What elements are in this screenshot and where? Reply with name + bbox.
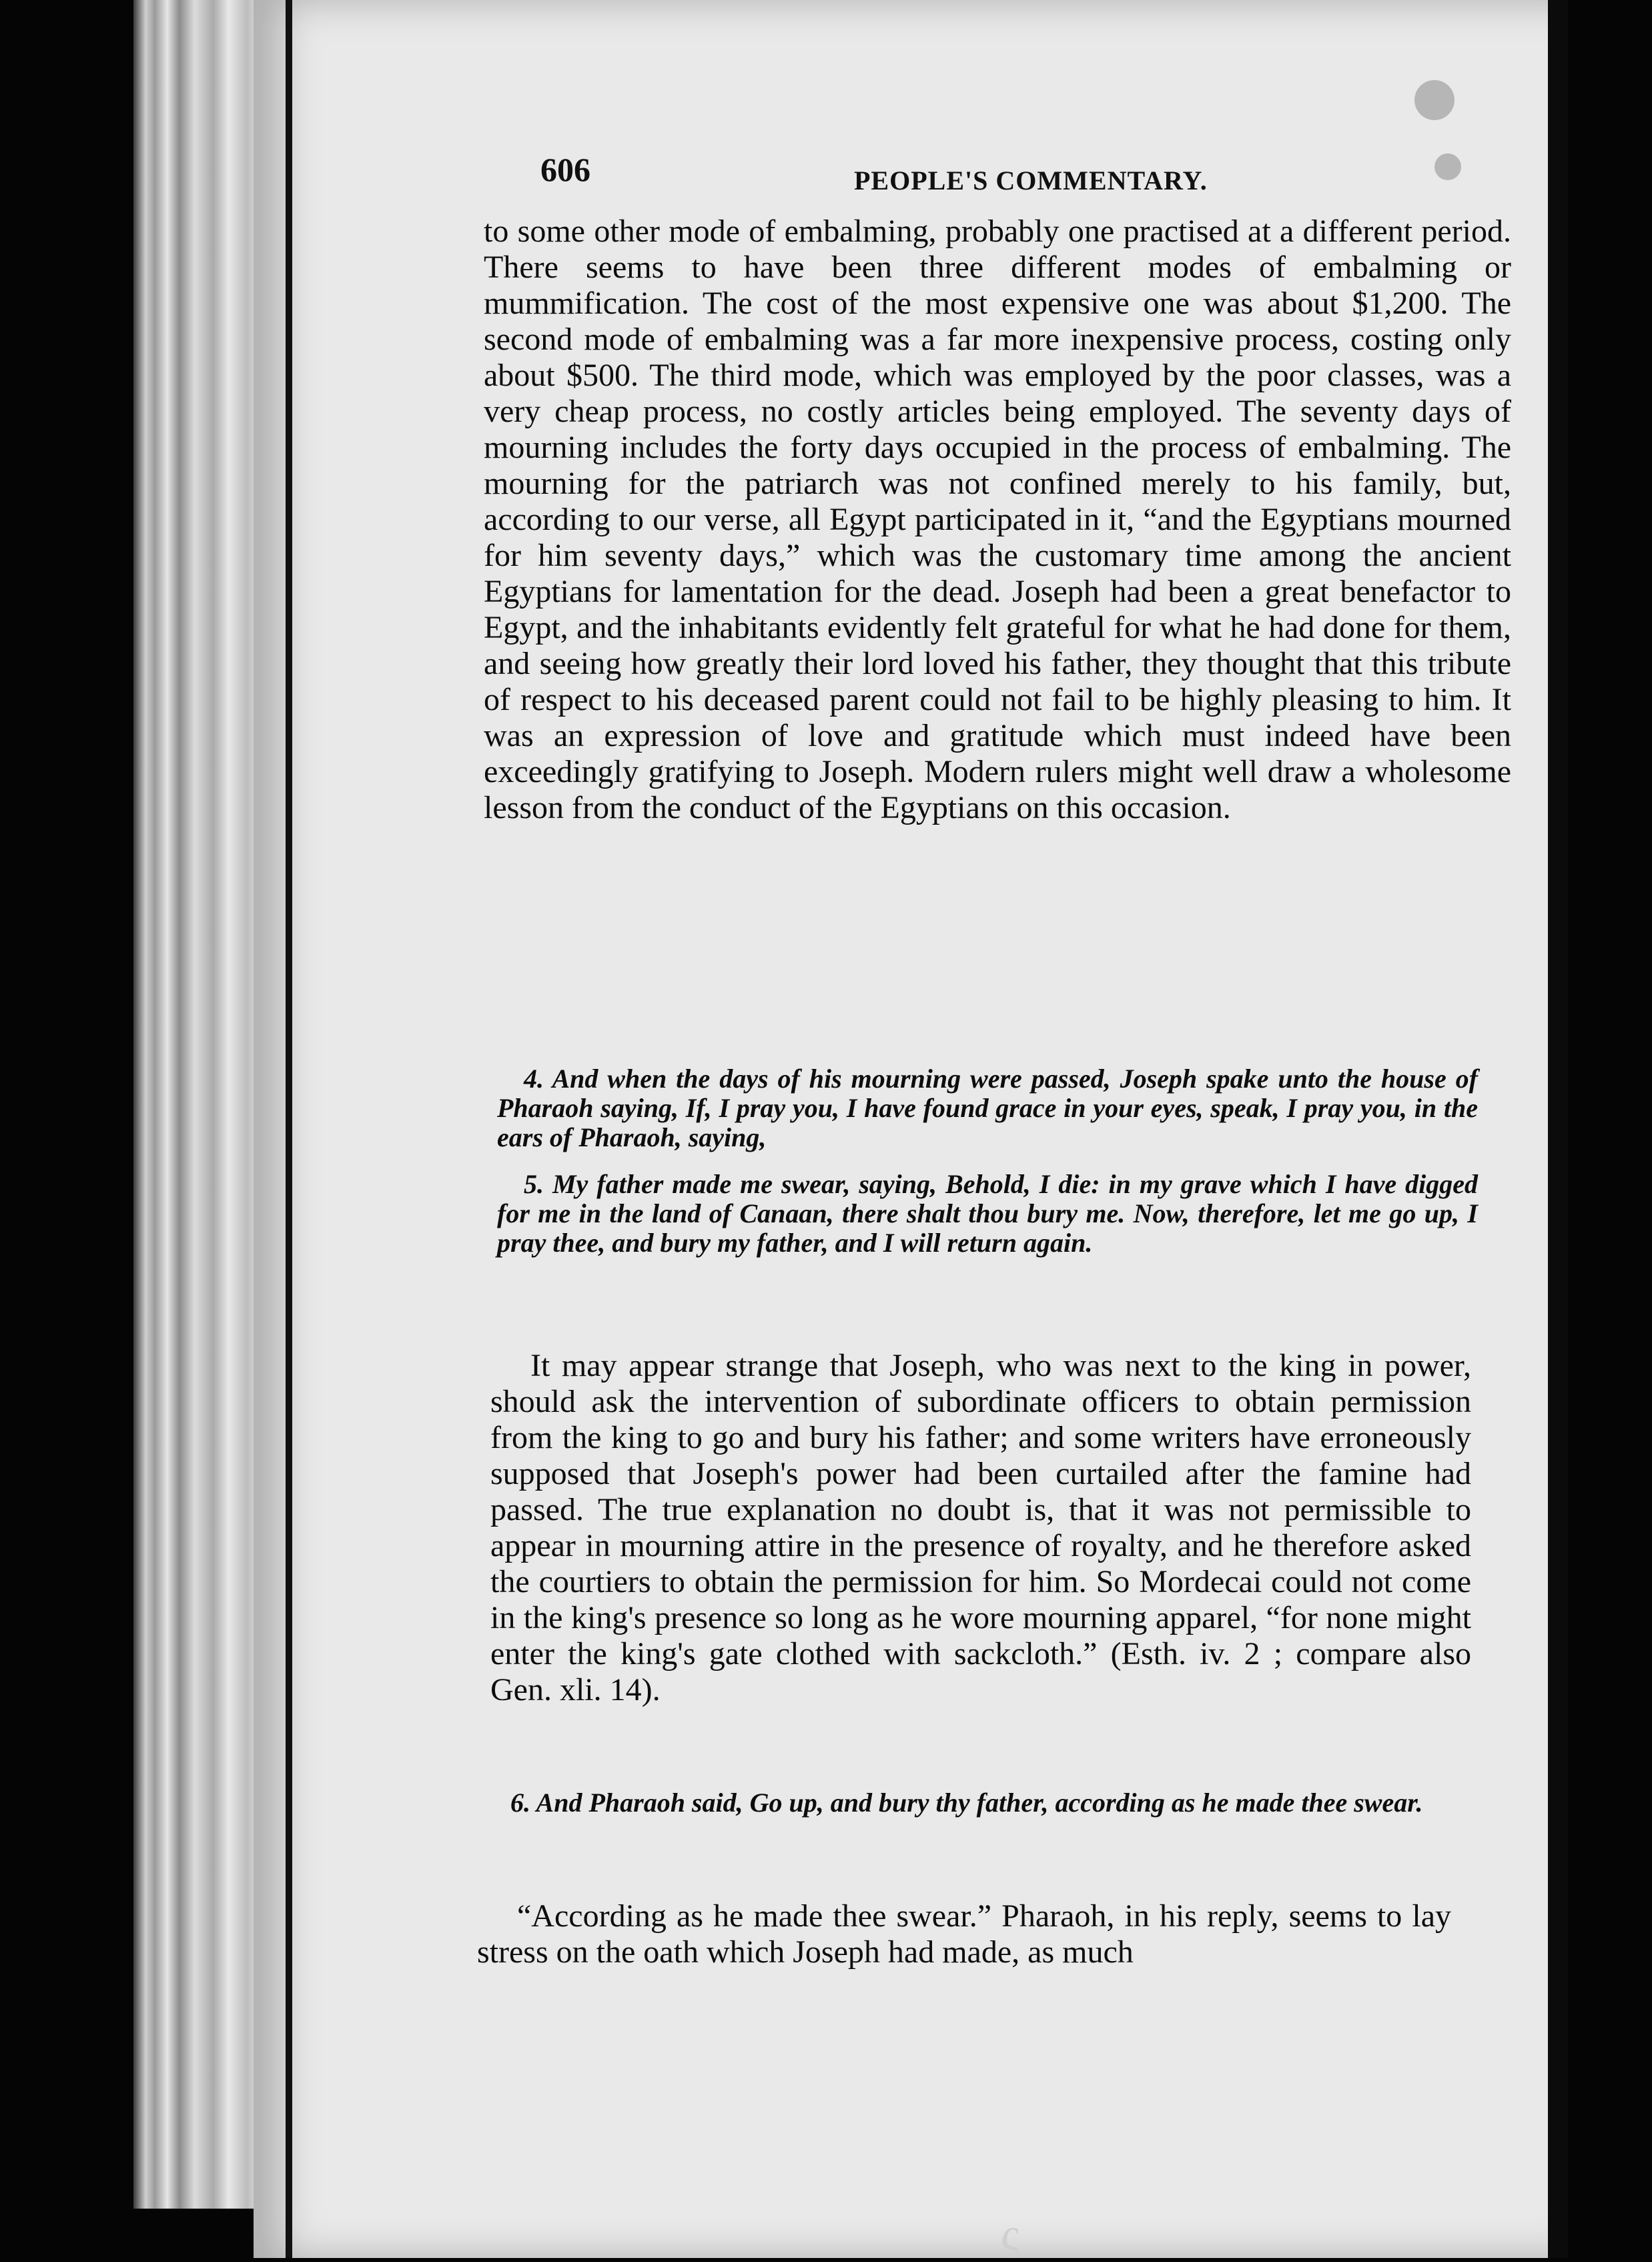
commentary-paragraph-2 [490, 1348, 1471, 1708]
paper-stain [1414, 80, 1455, 120]
page-header [540, 150, 1208, 197]
scan-artifact-mark: ς [1001, 2209, 1019, 2261]
commentary-text: It may appear strange that Joseph, who was next to the king in power, should ask the intervention of subordinate officers to obtain permission from the king to go and bury his father; and some writers have erroneously supposed that Joseph's power had been curtailed after the famine had passed. The true explanation no doubt is, that it was not permissible to appear in mourning attire in the presence of royalty, and he therefore asked the courtiers to obtain the permission for him. So Mordecai could not come in the king's presence so long as he wore mourning apparel, “for none might enter the king's gate clothed with sackcloth.” (Esth. iv. 2 ; compare also Gen. xli. 14). [490, 1348, 1471, 1708]
page-right-edge [1548, 0, 1568, 2258]
page-gutter [286, 0, 292, 2258]
verse-4: 4. And when the days of his mourning were passed, Joseph spake unto the house of Pharaoh saying, If, I pray you, I have found grace in your eyes, speak, I pray you, in the ears of Pharaoh, saying, [497, 1064, 1478, 1152]
scripture-verse-6 [484, 1788, 1458, 1835]
commentary-paragraph-3 [477, 1898, 1451, 1970]
commentary-text: “According as he made thee swear.” Pharaoh, in his reply, seems to lay stress on the oath which Joseph had made, as much [477, 1898, 1451, 1970]
verse-6: 6. And Pharaoh said, Go up, and bury thy father, according as he made thee swear. [510, 1788, 1423, 1818]
commentary-paragraph-1 [484, 214, 1511, 826]
running-head: PEOPLE'S COMMENTARY. [854, 165, 1208, 196]
page-number: 606 [540, 151, 590, 188]
verse-5: 5. My father made me swear, saying, Behold, I die: in my grave which I have digged for me in the land of Canaan, there shalt thou bury me. Now, therefore, let me go up, I pray thee, and bury my father, and I will return again. [497, 1169, 1478, 1258]
scripture-verses-4-5 [497, 1064, 1478, 1275]
commentary-text: to some other mode of embalming, probably one practised at a different period. There seems to have been three different modes of embalming or mummification. The cost of the most expensive one was about $1,200. The second mode of embalming was a far more inexpensive process, costing only about $500. The third mode, which was employed by the poor classes, was a very cheap process, no costly articles being employed. The seventy days of mourning includes the forty days occupied in the process of embalming. The mourning for the patriarch was not confined merely to his family, but, according to our verse, all Egypt participated in it, “and the Egyptians mourned for him seventy days,” which was the customary time among the ancient Egyptians for lamentation for the dead. Joseph had been a great benefactor to Egypt, and the inhabitants evidently felt grateful for what he had done for them, and seeing how greatly their lord loved his father, they thought that this tribute of respect to his deceased parent could not fail to be highly pleasing to him. It was an expression of love and gratitude which must indeed have been exceedingly gratifying to Joseph. Modern rulers might well draw a wholesome lesson from the conduct of the Egyptians on this occasion. [484, 214, 1511, 825]
paper-stain [1434, 153, 1461, 180]
